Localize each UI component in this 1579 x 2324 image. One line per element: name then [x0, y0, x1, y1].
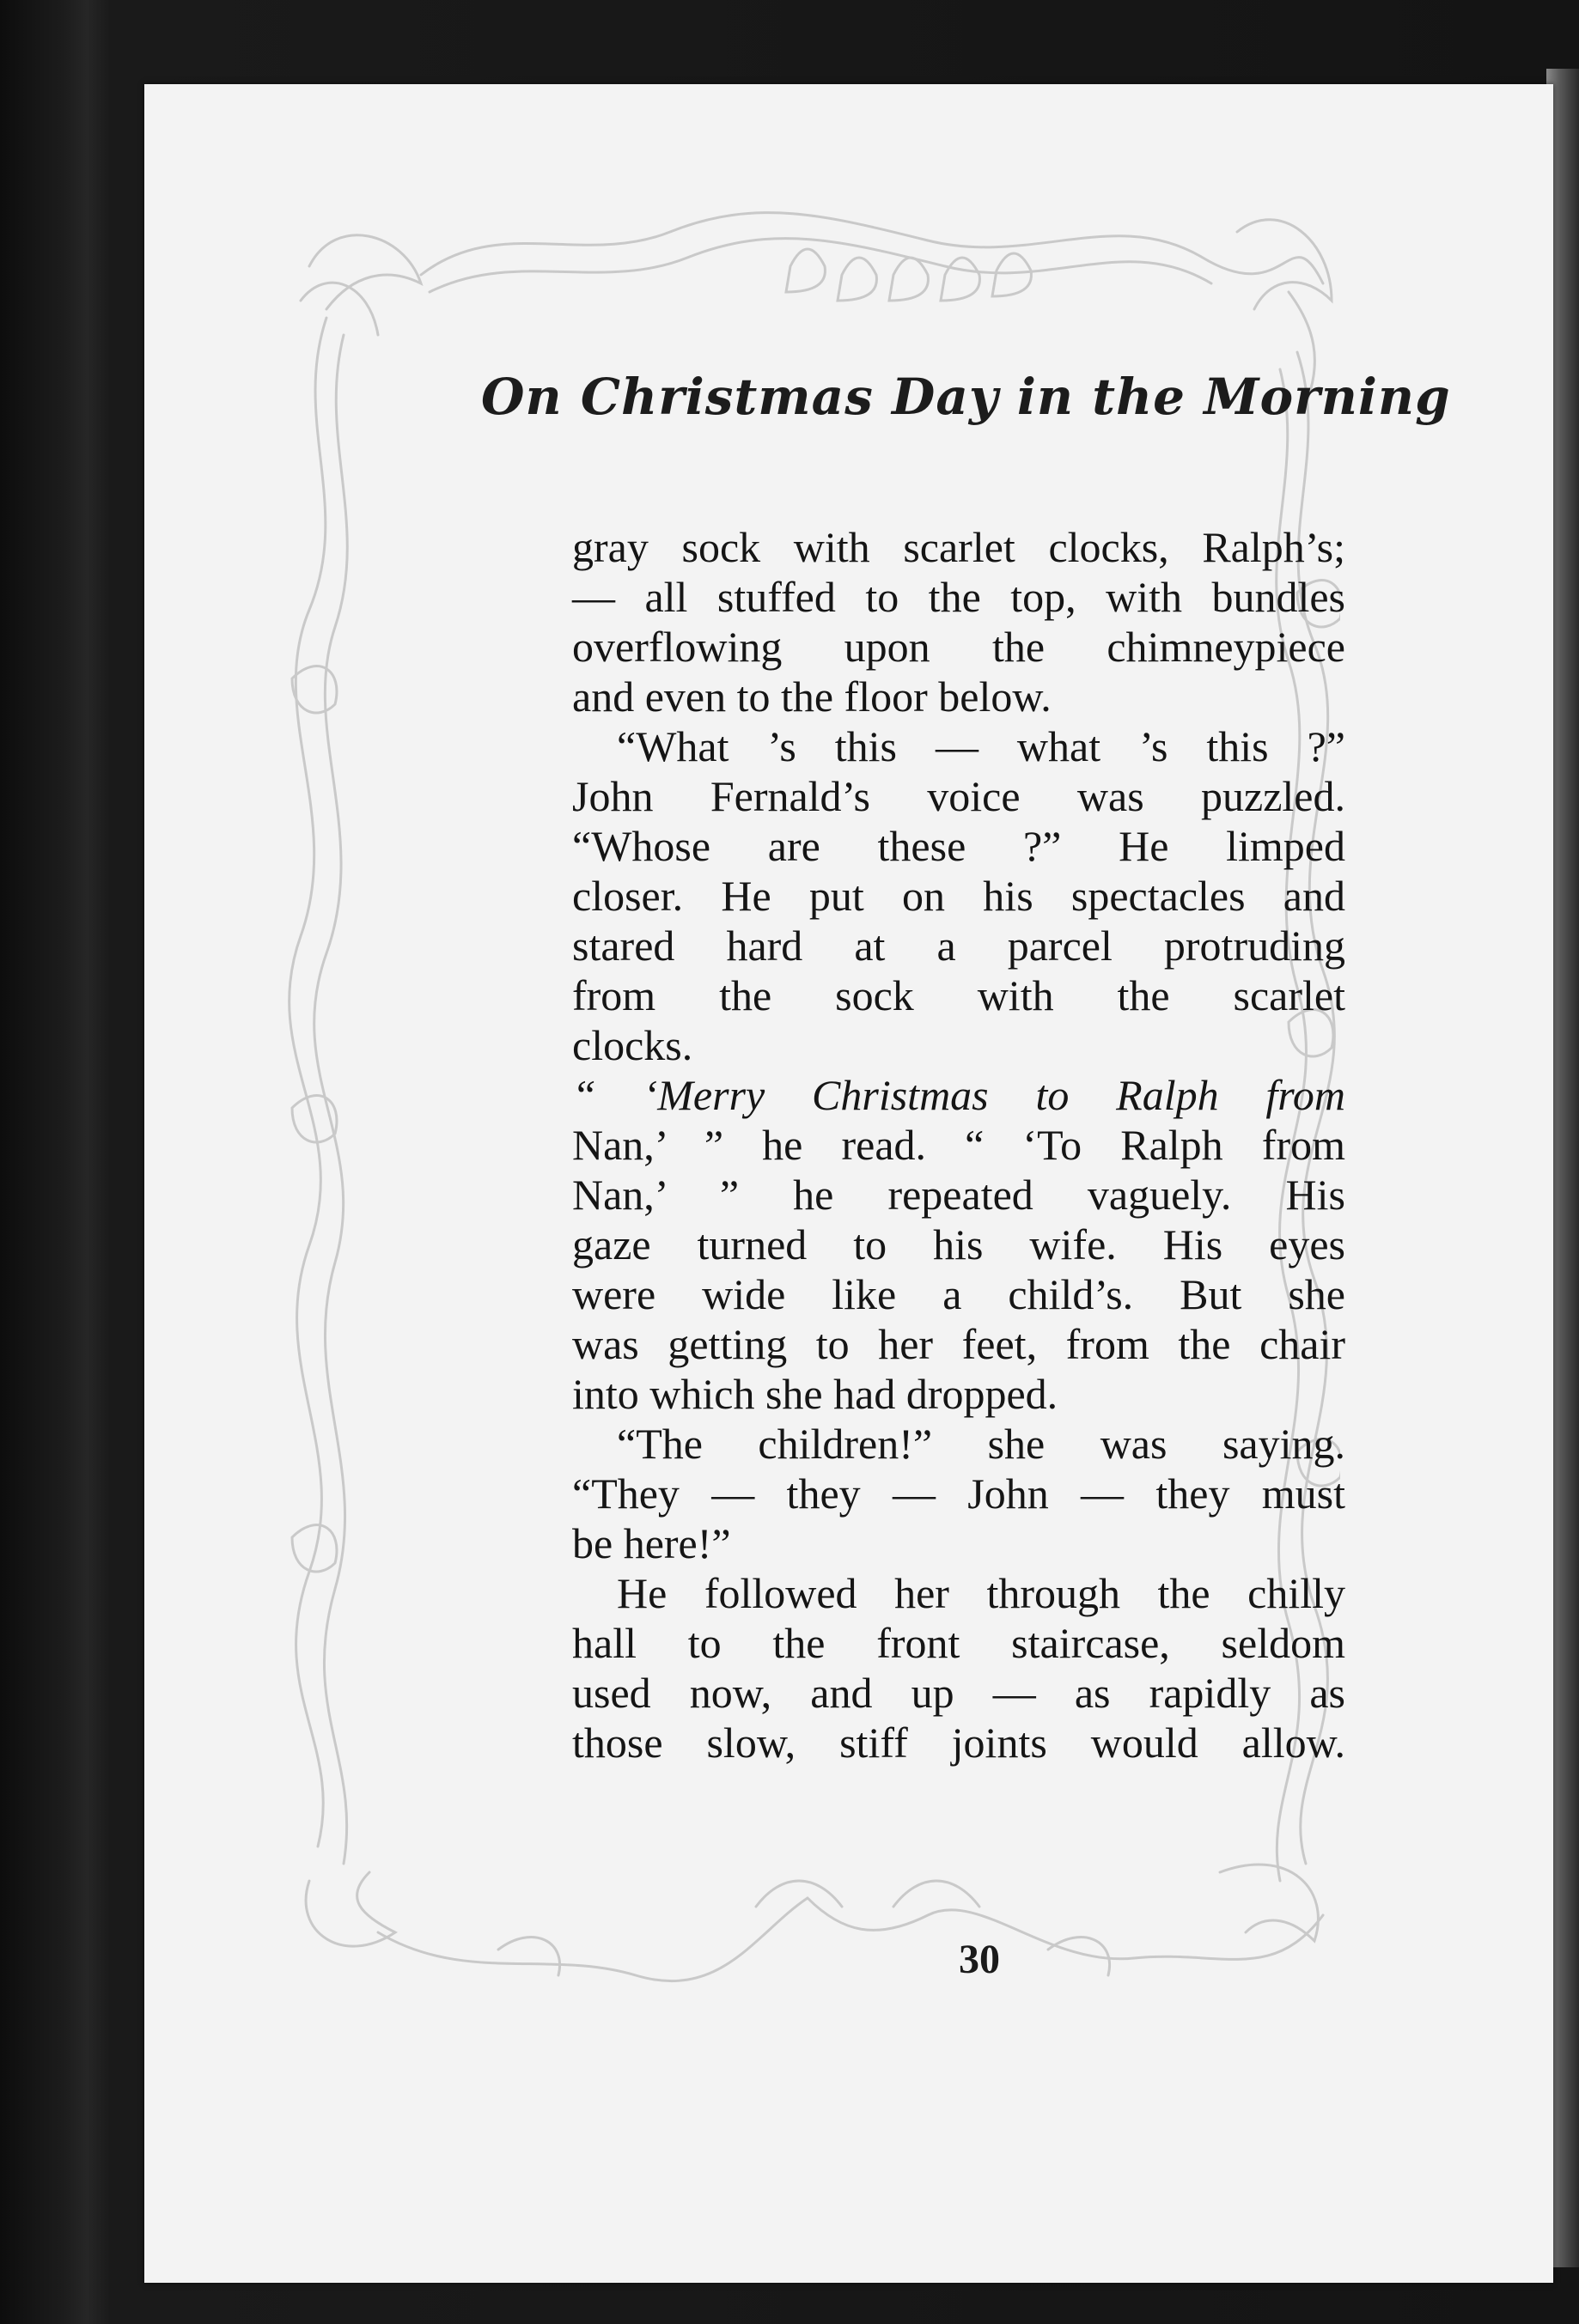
text-line: and even to the floor below.: [572, 672, 1052, 721]
running-head: On Christmas Day in the Morning: [481, 368, 1451, 426]
text-line: John Fernald’s voice was puzzled.: [572, 772, 1345, 820]
text-line: clocks.: [572, 1021, 693, 1069]
text-line: “ ‘Merry Christmas to Ralph from: [572, 1071, 1345, 1119]
text-line: He followed her through the chilly: [617, 1569, 1345, 1617]
text-line: gray sock with scarlet clocks, Ralph’s;: [572, 523, 1345, 571]
text-line: from the sock with the scarlet: [572, 971, 1345, 1019]
text-line: — all stuffed to the top, with bundles: [572, 573, 1345, 621]
text-line: Nan,’ ” he read. “ ‘To Ralph from: [572, 1121, 1345, 1169]
text-line: “They — they — John — they must: [572, 1469, 1345, 1518]
text-line: hall to the front staircase, seldom: [572, 1619, 1345, 1667]
text-line: into which she had dropped.: [572, 1370, 1058, 1418]
text-line: those slow, stiff joints would allow.: [572, 1719, 1345, 1767]
text-line: “Whose are these ?” He limped: [572, 822, 1345, 870]
text-line: overflowing upon the chimneypiece: [572, 623, 1345, 671]
text-line: was getting to her feet, from the chair: [572, 1320, 1345, 1368]
body-text: [572, 522, 1345, 1767]
text-line: Nan,’ ” he repeated vaguely. His: [572, 1171, 1345, 1219]
text-line: “The children!” she was saying.: [617, 1420, 1345, 1468]
page-number: 30: [959, 1937, 1000, 1982]
text-line: stared hard at a parcel protruding: [572, 922, 1345, 970]
text-line: were wide like a child’s. But she: [572, 1270, 1345, 1318]
text-line: be here!”: [572, 1519, 731, 1567]
text-line: closer. He put on his spectacles and: [572, 872, 1345, 920]
text-line: gaze turned to his wife. His eyes: [572, 1220, 1345, 1268]
text-line: “What ’s this — what ’s this ?”: [617, 722, 1345, 770]
text-line: used now, and up — as rapidly as: [572, 1669, 1345, 1717]
